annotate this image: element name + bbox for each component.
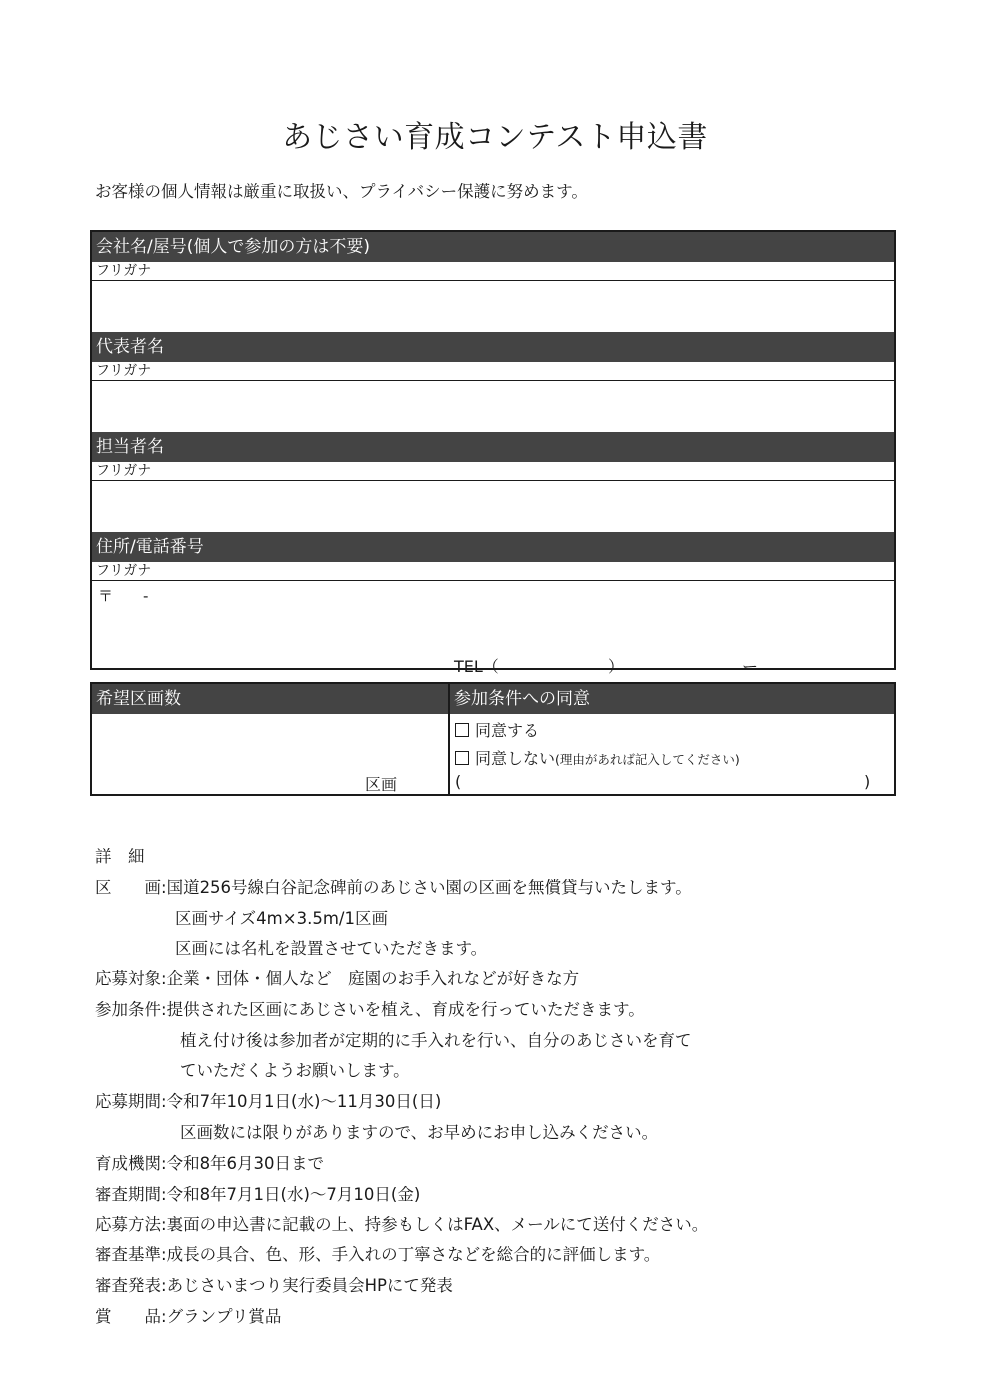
detail-text: 区画数には限りがありますので、お早めにお申し込みください。 bbox=[180, 1123, 659, 1142]
contact-furigana-field[interactable]: フリガナ bbox=[92, 462, 894, 481]
representative-furigana-field[interactable]: フリガナ bbox=[92, 362, 894, 381]
detail-label: 参加条件: bbox=[95, 1000, 167, 1019]
detail-label: 育成機関: bbox=[95, 1154, 167, 1173]
address-label: 住所/電話番号 bbox=[92, 532, 894, 562]
disagree-option[interactable] bbox=[455, 746, 740, 769]
detail-text: グランプリ賞品 bbox=[166, 1307, 282, 1326]
detail-label: 応募方法: bbox=[95, 1215, 167, 1234]
detail-label: 応募対象: bbox=[95, 969, 167, 988]
tel-label: TEL（ bbox=[454, 657, 499, 676]
agree-option[interactable] bbox=[455, 718, 539, 741]
detail-label: 賞 品: bbox=[95, 1307, 167, 1326]
detail-text: 成長の具合、色、形、手入れの丁寧さなどを総合的に評価します。 bbox=[166, 1245, 661, 1264]
address-furigana-field[interactable]: フリガナ bbox=[92, 562, 894, 581]
document-title: あじさい育成コンテスト申込書 bbox=[282, 120, 708, 155]
detail-text: 企業・団体・個人など 庭園のお手入れなどが好きな方 bbox=[166, 969, 580, 988]
detail-text: 令和8年6月30日まで bbox=[166, 1154, 325, 1173]
detail-text: 国道256号線白谷記念碑前のあじさい園の区画を無償貸与いたします。 bbox=[166, 878, 692, 897]
detail-text: 植え付け後は参加者が定期的に手入れを行い、自分のあじさいを育て bbox=[180, 1031, 692, 1050]
reason-close-paren: ) bbox=[864, 772, 871, 791]
detail-label: 審査基準: bbox=[95, 1245, 167, 1264]
detail-label: 審査期間: bbox=[95, 1185, 167, 1204]
detail-text: あじさいまつり実行委員会HPにて発表 bbox=[166, 1276, 453, 1295]
tel-dash: ー bbox=[742, 657, 759, 676]
disagree-checkbox[interactable] bbox=[455, 751, 469, 765]
consent-label: 参加条件への同意 bbox=[450, 684, 894, 714]
company-label: 会社名/屋号(個人で参加の方は不要) bbox=[92, 232, 894, 262]
plots-consent-form bbox=[90, 682, 896, 796]
plots-label: 希望区画数 bbox=[92, 684, 448, 714]
detail-text: ていただくようお願いします。 bbox=[180, 1061, 410, 1080]
contact-label: 担当者名 bbox=[92, 432, 894, 462]
detail-text: 令和8年7月1日(水)～7月10日(金) bbox=[166, 1185, 421, 1204]
company-furigana-field[interactable]: フリガナ bbox=[92, 262, 894, 281]
disagree-text: 同意しない bbox=[475, 749, 556, 768]
detail-label: 審査発表: bbox=[95, 1276, 167, 1295]
detail-text: 提供された区画にあじさいを植え、育成を行っていただきます。 bbox=[166, 1000, 645, 1019]
agree-checkbox[interactable] bbox=[455, 723, 469, 737]
tel-close-paren: ） bbox=[608, 657, 625, 676]
reason-open-paren: ( bbox=[455, 772, 462, 791]
detail-text: 令和7年10月1日(水)～11月30日(日) bbox=[166, 1092, 442, 1111]
detail-label: 応募期間: bbox=[95, 1092, 167, 1111]
applicant-form bbox=[90, 230, 896, 676]
company-name-field[interactable] bbox=[92, 282, 894, 332]
postal-code-field[interactable]: 〒 - bbox=[98, 587, 149, 605]
plots-unit: 区画 bbox=[365, 775, 398, 794]
contact-name-field[interactable] bbox=[92, 482, 894, 532]
agree-text: 同意する bbox=[475, 721, 540, 740]
representative-label: 代表者名 bbox=[92, 332, 894, 362]
disagree-note: (理由があれば記入してください) bbox=[555, 752, 740, 767]
reason-field[interactable] bbox=[464, 772, 864, 792]
detail-text: 区画サイズ4m×3.5m/1区画 bbox=[175, 909, 388, 928]
privacy-note: お客様の個人情報は厳重に取扱い、プライバシー保護に努めます。 bbox=[95, 182, 588, 201]
detail-text: 裏面の申込書に記載の上、持参もしくはFAX、メールにて送付ください。 bbox=[166, 1215, 709, 1234]
representative-name-field[interactable] bbox=[92, 382, 894, 432]
details-heading: 詳 細 bbox=[95, 847, 145, 866]
detail-text: 区画には名札を設置させていただきます。 bbox=[175, 939, 488, 958]
detail-label: 区 画: bbox=[95, 878, 167, 897]
